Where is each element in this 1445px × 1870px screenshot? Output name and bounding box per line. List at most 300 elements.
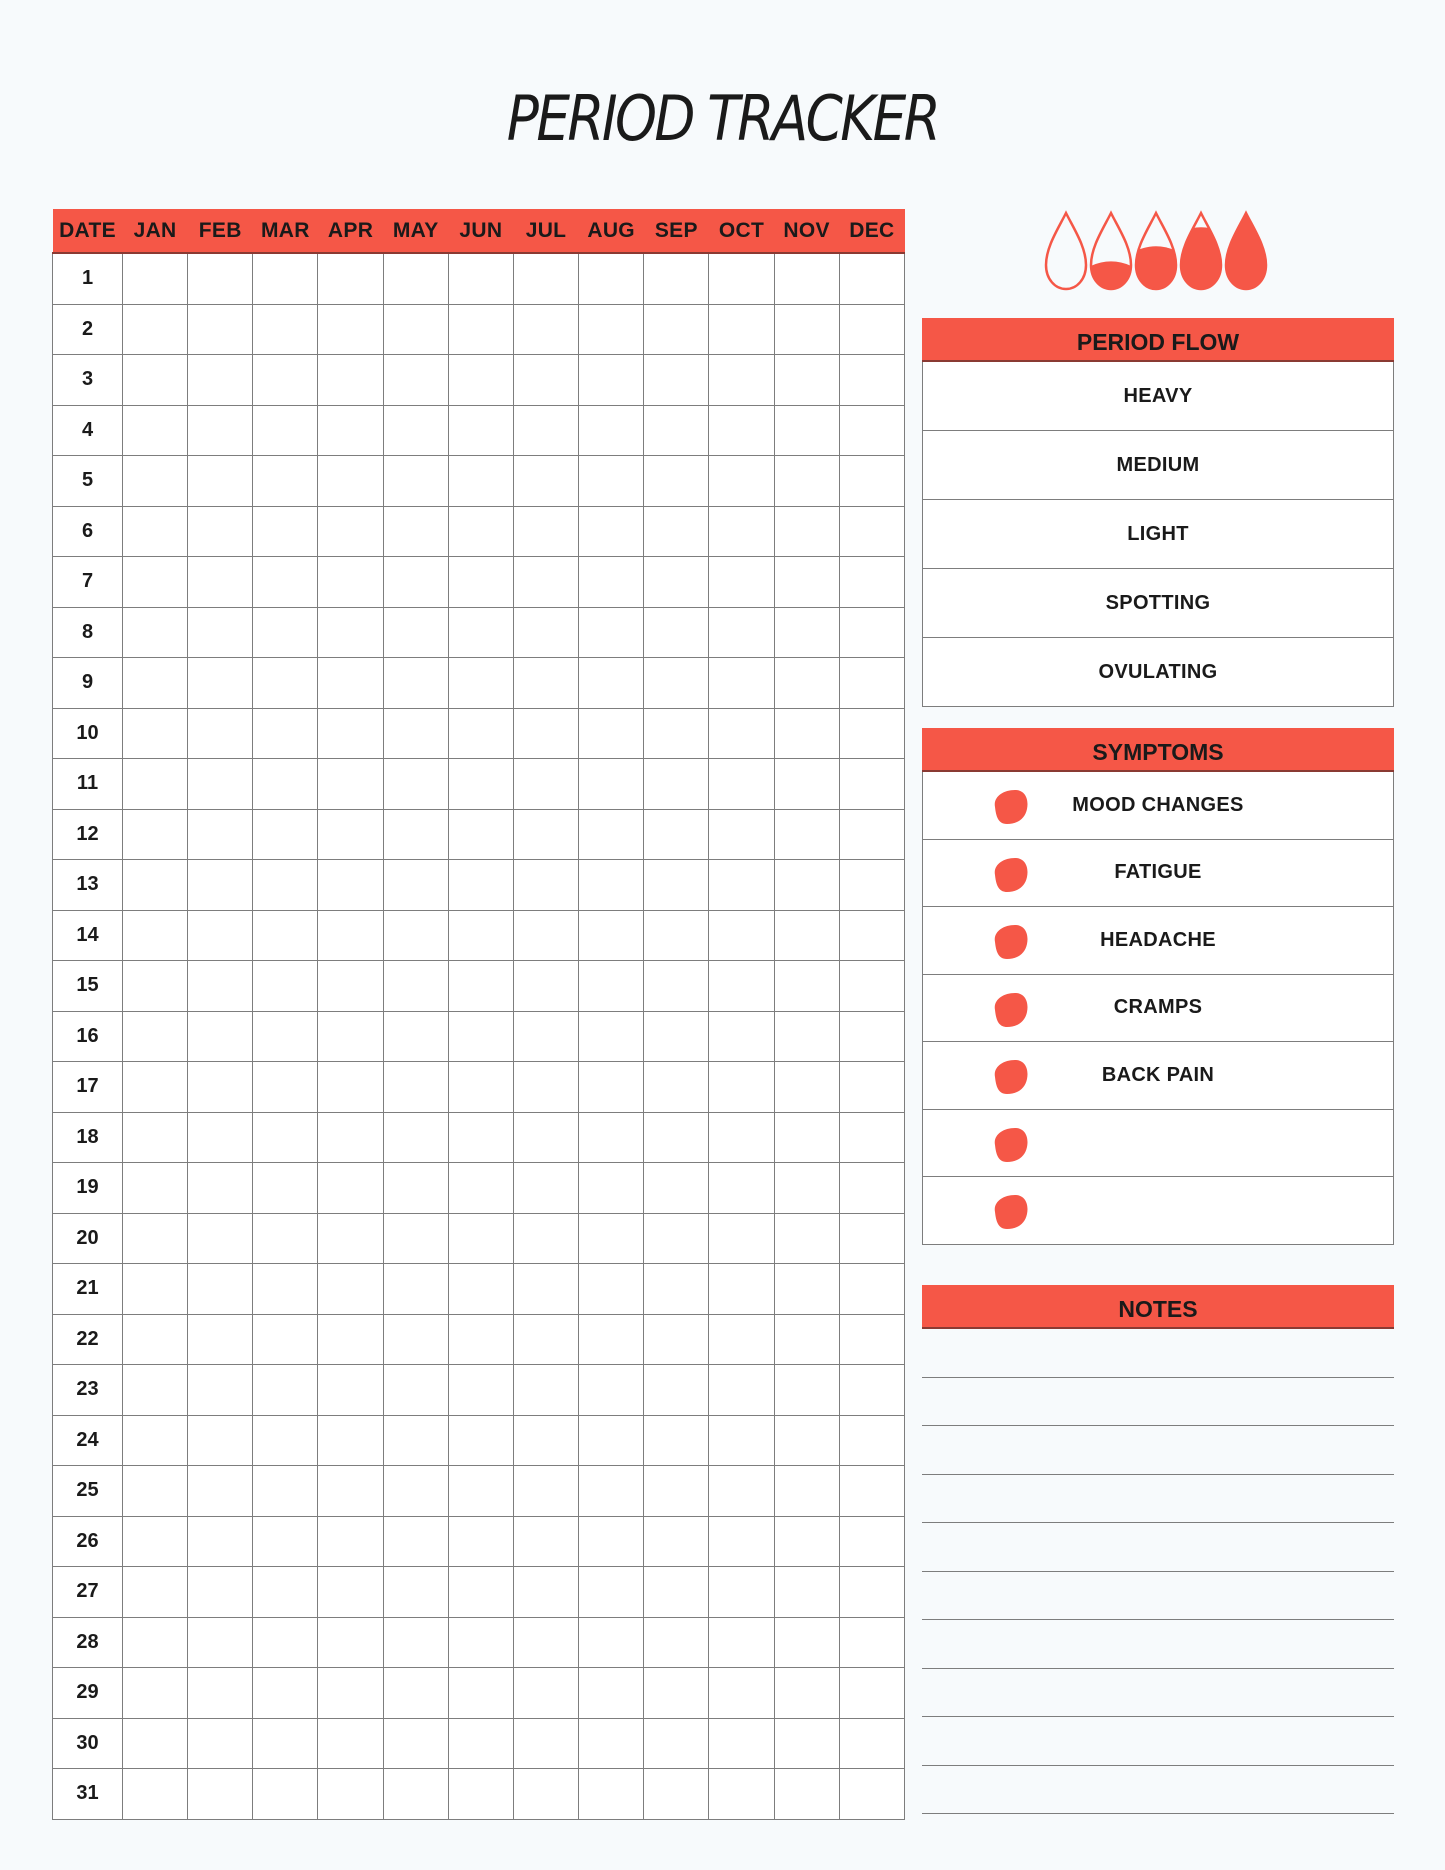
tracker-cell[interactable] xyxy=(188,961,253,1012)
tracker-cell[interactable] xyxy=(253,1264,318,1315)
tracker-cell[interactable] xyxy=(253,456,318,507)
tracker-cell[interactable] xyxy=(513,607,578,658)
tracker-cell[interactable] xyxy=(123,1567,188,1618)
tracker-cell[interactable] xyxy=(513,1415,578,1466)
tracker-cell[interactable] xyxy=(383,1516,448,1567)
tracker-cell[interactable] xyxy=(644,658,709,709)
tracker-cell[interactable] xyxy=(188,557,253,608)
tracker-cell[interactable] xyxy=(774,1567,839,1618)
tracker-cell[interactable] xyxy=(709,253,774,304)
tracker-cell[interactable] xyxy=(709,809,774,860)
tracker-cell[interactable] xyxy=(774,1314,839,1365)
tracker-cell[interactable] xyxy=(123,1466,188,1517)
tracker-cell[interactable] xyxy=(188,860,253,911)
tracker-cell[interactable] xyxy=(123,557,188,608)
tracker-cell[interactable] xyxy=(644,860,709,911)
tracker-cell[interactable] xyxy=(188,1718,253,1769)
tracker-cell[interactable] xyxy=(448,1213,513,1264)
tracker-cell[interactable] xyxy=(644,961,709,1012)
tracker-cell[interactable] xyxy=(774,304,839,355)
tracker-cell[interactable] xyxy=(383,1365,448,1416)
note-line[interactable] xyxy=(922,1620,1394,1669)
note-line[interactable] xyxy=(922,1523,1394,1572)
tracker-cell[interactable] xyxy=(383,708,448,759)
tracker-cell[interactable] xyxy=(644,405,709,456)
tracker-cell[interactable] xyxy=(839,355,904,406)
tracker-cell[interactable] xyxy=(579,809,644,860)
tracker-cell[interactable] xyxy=(644,1264,709,1315)
tracker-cell[interactable] xyxy=(644,809,709,860)
tracker-cell[interactable] xyxy=(709,1567,774,1618)
tracker-cell[interactable] xyxy=(318,1163,383,1214)
tracker-cell[interactable] xyxy=(383,1617,448,1668)
tracker-cell[interactable] xyxy=(123,1617,188,1668)
tracker-cell[interactable] xyxy=(579,1415,644,1466)
tracker-cell[interactable] xyxy=(448,759,513,810)
tracker-cell[interactable] xyxy=(839,607,904,658)
tracker-cell[interactable] xyxy=(774,759,839,810)
tracker-cell[interactable] xyxy=(123,1112,188,1163)
tracker-cell[interactable] xyxy=(709,355,774,406)
tracker-cell[interactable] xyxy=(513,1163,578,1214)
tracker-cell[interactable] xyxy=(709,1617,774,1668)
tracker-cell[interactable] xyxy=(188,1011,253,1062)
tracker-cell[interactable] xyxy=(188,1314,253,1365)
tracker-cell[interactable] xyxy=(709,1264,774,1315)
tracker-cell[interactable] xyxy=(513,759,578,810)
tracker-cell[interactable] xyxy=(709,456,774,507)
tracker-cell[interactable] xyxy=(644,1112,709,1163)
tracker-cell[interactable] xyxy=(839,1516,904,1567)
tracker-cell[interactable] xyxy=(253,860,318,911)
tracker-cell[interactable] xyxy=(448,910,513,961)
tracker-cell[interactable] xyxy=(644,1365,709,1416)
tracker-cell[interactable] xyxy=(188,809,253,860)
tracker-cell[interactable] xyxy=(448,506,513,557)
tracker-cell[interactable] xyxy=(253,809,318,860)
tracker-cell[interactable] xyxy=(188,658,253,709)
tracker-cell[interactable] xyxy=(188,304,253,355)
tracker-cell[interactable] xyxy=(188,506,253,557)
tracker-cell[interactable] xyxy=(383,809,448,860)
tracker-cell[interactable] xyxy=(188,253,253,304)
tracker-cell[interactable] xyxy=(318,1062,383,1113)
tracker-cell[interactable] xyxy=(188,1062,253,1113)
tracker-cell[interactable] xyxy=(188,405,253,456)
tracker-cell[interactable] xyxy=(579,607,644,658)
note-line[interactable] xyxy=(922,1426,1394,1475)
tracker-cell[interactable] xyxy=(253,405,318,456)
tracker-cell[interactable] xyxy=(644,1617,709,1668)
tracker-cell[interactable] xyxy=(579,1264,644,1315)
tracker-cell[interactable] xyxy=(318,607,383,658)
tracker-cell[interactable] xyxy=(318,1112,383,1163)
tracker-cell[interactable] xyxy=(123,809,188,860)
tracker-cell[interactable] xyxy=(448,1668,513,1719)
tracker-cell[interactable] xyxy=(383,1415,448,1466)
tracker-cell[interactable] xyxy=(513,658,578,709)
tracker-cell[interactable] xyxy=(448,355,513,406)
tracker-cell[interactable] xyxy=(839,1668,904,1719)
tracker-cell[interactable] xyxy=(383,1213,448,1264)
tracker-cell[interactable] xyxy=(644,1718,709,1769)
tracker-cell[interactable] xyxy=(253,304,318,355)
tracker-cell[interactable] xyxy=(448,1466,513,1517)
tracker-cell[interactable] xyxy=(709,1718,774,1769)
tracker-cell[interactable] xyxy=(644,708,709,759)
tracker-cell[interactable] xyxy=(253,607,318,658)
tracker-cell[interactable] xyxy=(318,1264,383,1315)
tracker-cell[interactable] xyxy=(318,759,383,810)
tracker-cell[interactable] xyxy=(123,1769,188,1820)
tracker-cell[interactable] xyxy=(709,607,774,658)
tracker-cell[interactable] xyxy=(774,1415,839,1466)
tracker-cell[interactable] xyxy=(839,1365,904,1416)
tracker-cell[interactable] xyxy=(513,1769,578,1820)
tracker-cell[interactable] xyxy=(383,456,448,507)
tracker-cell[interactable] xyxy=(188,759,253,810)
tracker-cell[interactable] xyxy=(513,1314,578,1365)
tracker-cell[interactable] xyxy=(448,456,513,507)
tracker-cell[interactable] xyxy=(774,607,839,658)
tracker-cell[interactable] xyxy=(644,1516,709,1567)
tracker-cell[interactable] xyxy=(513,1718,578,1769)
tracker-cell[interactable] xyxy=(318,1668,383,1719)
tracker-cell[interactable] xyxy=(709,759,774,810)
tracker-cell[interactable] xyxy=(448,1163,513,1214)
tracker-cell[interactable] xyxy=(383,1163,448,1214)
tracker-cell[interactable] xyxy=(188,1668,253,1719)
tracker-cell[interactable] xyxy=(709,405,774,456)
tracker-cell[interactable] xyxy=(839,1264,904,1315)
tracker-cell[interactable] xyxy=(579,506,644,557)
flow-level-medium[interactable] xyxy=(923,430,1393,499)
tracker-cell[interactable] xyxy=(383,506,448,557)
tracker-cell[interactable] xyxy=(513,506,578,557)
tracker-cell[interactable] xyxy=(383,253,448,304)
tracker-cell[interactable] xyxy=(839,1062,904,1113)
tracker-cell[interactable] xyxy=(579,1213,644,1264)
tracker-cell[interactable] xyxy=(318,809,383,860)
tracker-cell[interactable] xyxy=(383,961,448,1012)
tracker-cell[interactable] xyxy=(839,1567,904,1618)
tracker-cell[interactable] xyxy=(448,1264,513,1315)
flow-level-heavy[interactable] xyxy=(923,362,1393,430)
tracker-cell[interactable] xyxy=(318,1567,383,1618)
tracker-cell[interactable] xyxy=(839,1718,904,1769)
tracker-cell[interactable] xyxy=(318,304,383,355)
tracker-cell[interactable] xyxy=(579,355,644,406)
tracker-cell[interactable] xyxy=(579,961,644,1012)
tracker-cell[interactable] xyxy=(839,910,904,961)
tracker-cell[interactable] xyxy=(188,708,253,759)
tracker-cell[interactable] xyxy=(448,860,513,911)
tracker-cell[interactable] xyxy=(448,658,513,709)
tracker-cell[interactable] xyxy=(644,1415,709,1466)
tracker-cell[interactable] xyxy=(123,405,188,456)
tracker-cell[interactable] xyxy=(644,1213,709,1264)
tracker-cell[interactable] xyxy=(123,1011,188,1062)
tracker-cell[interactable] xyxy=(253,1718,318,1769)
tracker-cell[interactable] xyxy=(839,1415,904,1466)
tracker-cell[interactable] xyxy=(383,557,448,608)
tracker-cell[interactable] xyxy=(123,759,188,810)
tracker-cell[interactable] xyxy=(839,456,904,507)
symptom-row[interactable] xyxy=(923,906,1393,974)
tracker-cell[interactable] xyxy=(448,1365,513,1416)
tracker-cell[interactable] xyxy=(774,1516,839,1567)
tracker-cell[interactable] xyxy=(513,1011,578,1062)
tracker-cell[interactable] xyxy=(774,1163,839,1214)
tracker-cell[interactable] xyxy=(839,1466,904,1517)
tracker-cell[interactable] xyxy=(579,860,644,911)
note-line[interactable] xyxy=(922,1329,1394,1378)
tracker-cell[interactable] xyxy=(709,1062,774,1113)
tracker-cell[interactable] xyxy=(644,1769,709,1820)
flow-level-ovulating[interactable] xyxy=(923,637,1393,706)
tracker-cell[interactable] xyxy=(513,1112,578,1163)
tracker-cell[interactable] xyxy=(383,1011,448,1062)
tracker-cell[interactable] xyxy=(644,1668,709,1719)
tracker-cell[interactable] xyxy=(513,557,578,608)
tracker-cell[interactable] xyxy=(253,1163,318,1214)
tracker-cell[interactable] xyxy=(383,860,448,911)
tracker-cell[interactable] xyxy=(579,1365,644,1416)
tracker-cell[interactable] xyxy=(448,809,513,860)
tracker-cell[interactable] xyxy=(253,759,318,810)
tracker-cell[interactable] xyxy=(253,910,318,961)
tracker-cell[interactable] xyxy=(774,910,839,961)
tracker-cell[interactable] xyxy=(123,355,188,406)
tracker-cell[interactable] xyxy=(709,1516,774,1567)
tracker-cell[interactable] xyxy=(839,557,904,608)
tracker-cell[interactable] xyxy=(318,910,383,961)
tracker-cell[interactable] xyxy=(123,1365,188,1416)
tracker-cell[interactable] xyxy=(253,1415,318,1466)
tracker-cell[interactable] xyxy=(188,1112,253,1163)
tracker-cell[interactable] xyxy=(774,1365,839,1416)
tracker-cell[interactable] xyxy=(579,456,644,507)
tracker-cell[interactable] xyxy=(383,1062,448,1113)
tracker-cell[interactable] xyxy=(123,304,188,355)
tracker-cell[interactable] xyxy=(513,1516,578,1567)
tracker-cell[interactable] xyxy=(579,1567,644,1618)
tracker-cell[interactable] xyxy=(318,557,383,608)
tracker-cell[interactable] xyxy=(774,405,839,456)
tracker-cell[interactable] xyxy=(774,809,839,860)
tracker-cell[interactable] xyxy=(318,1213,383,1264)
tracker-cell[interactable] xyxy=(188,1466,253,1517)
tracker-cell[interactable] xyxy=(513,708,578,759)
tracker-cell[interactable] xyxy=(253,1769,318,1820)
tracker-cell[interactable] xyxy=(709,1011,774,1062)
note-line[interactable] xyxy=(922,1572,1394,1621)
tracker-cell[interactable] xyxy=(709,506,774,557)
tracker-cell[interactable] xyxy=(448,1415,513,1466)
tracker-cell[interactable] xyxy=(839,1163,904,1214)
tracker-cell[interactable] xyxy=(318,1011,383,1062)
tracker-cell[interactable] xyxy=(579,658,644,709)
tracker-cell[interactable] xyxy=(383,1769,448,1820)
tracker-cell[interactable] xyxy=(513,809,578,860)
tracker-cell[interactable] xyxy=(253,1062,318,1113)
tracker-cell[interactable] xyxy=(318,253,383,304)
note-line[interactable] xyxy=(922,1766,1394,1815)
tracker-cell[interactable] xyxy=(709,1466,774,1517)
tracker-cell[interactable] xyxy=(448,1062,513,1113)
symptom-row[interactable] xyxy=(923,1176,1393,1244)
tracker-cell[interactable] xyxy=(188,910,253,961)
tracker-cell[interactable] xyxy=(123,658,188,709)
tracker-cell[interactable] xyxy=(513,961,578,1012)
tracker-cell[interactable] xyxy=(774,1213,839,1264)
tracker-cell[interactable] xyxy=(253,961,318,1012)
tracker-cell[interactable] xyxy=(383,759,448,810)
tracker-cell[interactable] xyxy=(253,658,318,709)
tracker-cell[interactable] xyxy=(188,607,253,658)
tracker-cell[interactable] xyxy=(448,405,513,456)
tracker-cell[interactable] xyxy=(513,1567,578,1618)
tracker-cell[interactable] xyxy=(448,1112,513,1163)
tracker-cell[interactable] xyxy=(253,708,318,759)
tracker-cell[interactable] xyxy=(188,1567,253,1618)
flow-level-spotting[interactable] xyxy=(923,568,1393,637)
tracker-cell[interactable] xyxy=(644,557,709,608)
tracker-cell[interactable] xyxy=(383,1567,448,1618)
tracker-cell[interactable] xyxy=(448,1718,513,1769)
tracker-cell[interactable] xyxy=(579,1314,644,1365)
tracker-cell[interactable] xyxy=(513,253,578,304)
tracker-cell[interactable] xyxy=(709,961,774,1012)
tracker-cell[interactable] xyxy=(774,1466,839,1517)
tracker-cell[interactable] xyxy=(513,1617,578,1668)
tracker-cell[interactable] xyxy=(383,658,448,709)
tracker-cell[interactable] xyxy=(318,1769,383,1820)
tracker-cell[interactable] xyxy=(123,1062,188,1113)
tracker-cell[interactable] xyxy=(383,1466,448,1517)
tracker-cell[interactable] xyxy=(579,1617,644,1668)
tracker-cell[interactable] xyxy=(188,1769,253,1820)
tracker-cell[interactable] xyxy=(709,1365,774,1416)
tracker-cell[interactable] xyxy=(123,1718,188,1769)
tracker-cell[interactable] xyxy=(318,1415,383,1466)
tracker-cell[interactable] xyxy=(513,1365,578,1416)
tracker-cell[interactable] xyxy=(188,1617,253,1668)
tracker-cell[interactable] xyxy=(123,1668,188,1719)
tracker-cell[interactable] xyxy=(709,1668,774,1719)
tracker-cell[interactable] xyxy=(709,860,774,911)
tracker-cell[interactable] xyxy=(579,557,644,608)
note-line[interactable] xyxy=(922,1717,1394,1766)
tracker-cell[interactable] xyxy=(253,506,318,557)
tracker-cell[interactable] xyxy=(188,1415,253,1466)
tracker-cell[interactable] xyxy=(448,1567,513,1618)
tracker-cell[interactable] xyxy=(774,557,839,608)
tracker-cell[interactable] xyxy=(839,304,904,355)
tracker-cell[interactable] xyxy=(579,1516,644,1567)
tracker-cell[interactable] xyxy=(644,1011,709,1062)
tracker-cell[interactable] xyxy=(774,1011,839,1062)
tracker-cell[interactable] xyxy=(644,1062,709,1113)
tracker-cell[interactable] xyxy=(579,1668,644,1719)
tracker-cell[interactable] xyxy=(644,1314,709,1365)
tracker-cell[interactable] xyxy=(644,759,709,810)
tracker-cell[interactable] xyxy=(774,708,839,759)
tracker-cell[interactable] xyxy=(774,1769,839,1820)
tracker-cell[interactable] xyxy=(318,456,383,507)
tracker-cell[interactable] xyxy=(253,1365,318,1416)
tracker-cell[interactable] xyxy=(774,860,839,911)
tracker-cell[interactable] xyxy=(253,1466,318,1517)
tracker-cell[interactable] xyxy=(644,304,709,355)
tracker-cell[interactable] xyxy=(318,1314,383,1365)
tracker-cell[interactable] xyxy=(253,355,318,406)
tracker-cell[interactable] xyxy=(579,253,644,304)
tracker-cell[interactable] xyxy=(774,658,839,709)
tracker-cell[interactable] xyxy=(839,1769,904,1820)
tracker-cell[interactable] xyxy=(774,1062,839,1113)
tracker-cell[interactable] xyxy=(839,809,904,860)
tracker-cell[interactable] xyxy=(253,253,318,304)
tracker-cell[interactable] xyxy=(513,860,578,911)
note-line[interactable] xyxy=(922,1669,1394,1718)
tracker-cell[interactable] xyxy=(448,1617,513,1668)
tracker-cell[interactable] xyxy=(383,405,448,456)
tracker-cell[interactable] xyxy=(513,1213,578,1264)
tracker-cell[interactable] xyxy=(188,456,253,507)
tracker-cell[interactable] xyxy=(774,355,839,406)
tracker-cell[interactable] xyxy=(188,1163,253,1214)
tracker-cell[interactable] xyxy=(318,961,383,1012)
tracker-cell[interactable] xyxy=(383,304,448,355)
tracker-cell[interactable] xyxy=(709,1415,774,1466)
tracker-cell[interactable] xyxy=(318,1365,383,1416)
tracker-cell[interactable] xyxy=(513,1062,578,1113)
tracker-cell[interactable] xyxy=(383,355,448,406)
tracker-cell[interactable] xyxy=(579,1011,644,1062)
tracker-cell[interactable] xyxy=(188,1264,253,1315)
symptom-row[interactable] xyxy=(923,1041,1393,1109)
tracker-cell[interactable] xyxy=(253,1314,318,1365)
tracker-cell[interactable] xyxy=(448,708,513,759)
tracker-cell[interactable] xyxy=(513,910,578,961)
tracker-cell[interactable] xyxy=(839,1112,904,1163)
tracker-cell[interactable] xyxy=(448,1516,513,1567)
symptom-row[interactable] xyxy=(923,1109,1393,1177)
tracker-cell[interactable] xyxy=(123,456,188,507)
tracker-cell[interactable] xyxy=(839,506,904,557)
tracker-cell[interactable] xyxy=(644,1466,709,1517)
tracker-cell[interactable] xyxy=(188,1213,253,1264)
tracker-cell[interactable] xyxy=(253,1668,318,1719)
tracker-cell[interactable] xyxy=(709,1112,774,1163)
tracker-cell[interactable] xyxy=(448,607,513,658)
tracker-cell[interactable] xyxy=(644,607,709,658)
tracker-cell[interactable] xyxy=(839,1011,904,1062)
tracker-cell[interactable] xyxy=(644,1163,709,1214)
tracker-cell[interactable] xyxy=(774,1668,839,1719)
tracker-cell[interactable] xyxy=(709,557,774,608)
tracker-cell[interactable] xyxy=(318,1617,383,1668)
tracker-cell[interactable] xyxy=(188,355,253,406)
tracker-cell[interactable] xyxy=(383,607,448,658)
tracker-cell[interactable] xyxy=(579,1769,644,1820)
tracker-cell[interactable] xyxy=(579,759,644,810)
tracker-cell[interactable] xyxy=(188,1516,253,1567)
tracker-cell[interactable] xyxy=(513,405,578,456)
symptom-row[interactable] xyxy=(923,839,1393,907)
symptom-row[interactable] xyxy=(923,772,1393,839)
